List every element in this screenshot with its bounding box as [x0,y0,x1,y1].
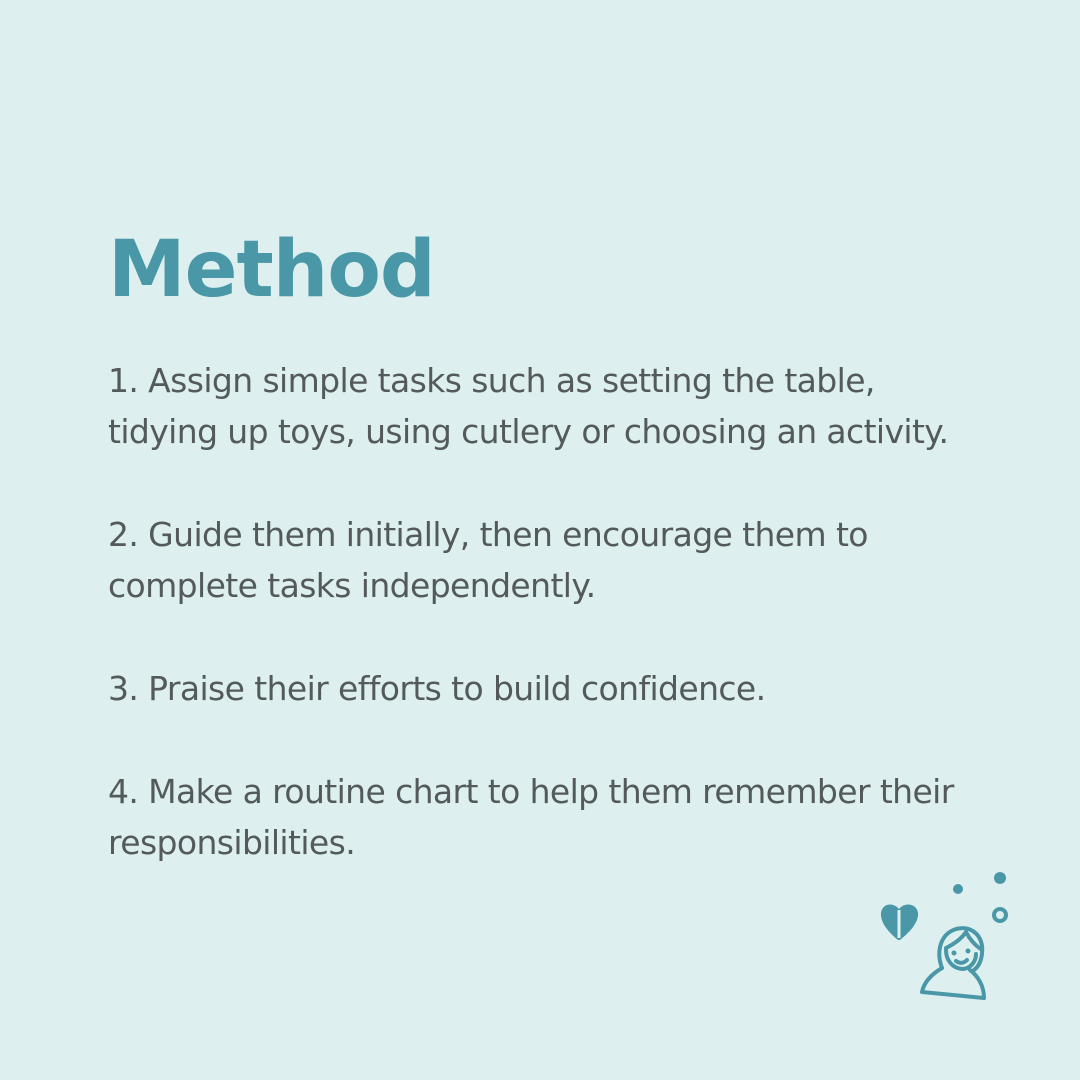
bubble-dot-icon [953,872,1006,921]
step-item: 4. Make a routine chart to help them remember their responsibilities. [108,772,954,862]
step-item: 2. Guide them initially, then encourage them to complete tasks independently. [108,515,868,605]
page-title: Method [108,225,435,315]
heart-icon [881,905,918,940]
decorative-illustration [872,864,1018,1006]
step-item: 3. Praise their efforts to build confidence. [108,669,766,708]
child-eyes [952,949,971,956]
steps-list [108,355,1008,920]
child-face-icon [922,928,984,998]
step-item: 1. Assign simple tasks such as setting the table, tidying up toys, using cutlery or choosing an activity. [108,361,949,451]
